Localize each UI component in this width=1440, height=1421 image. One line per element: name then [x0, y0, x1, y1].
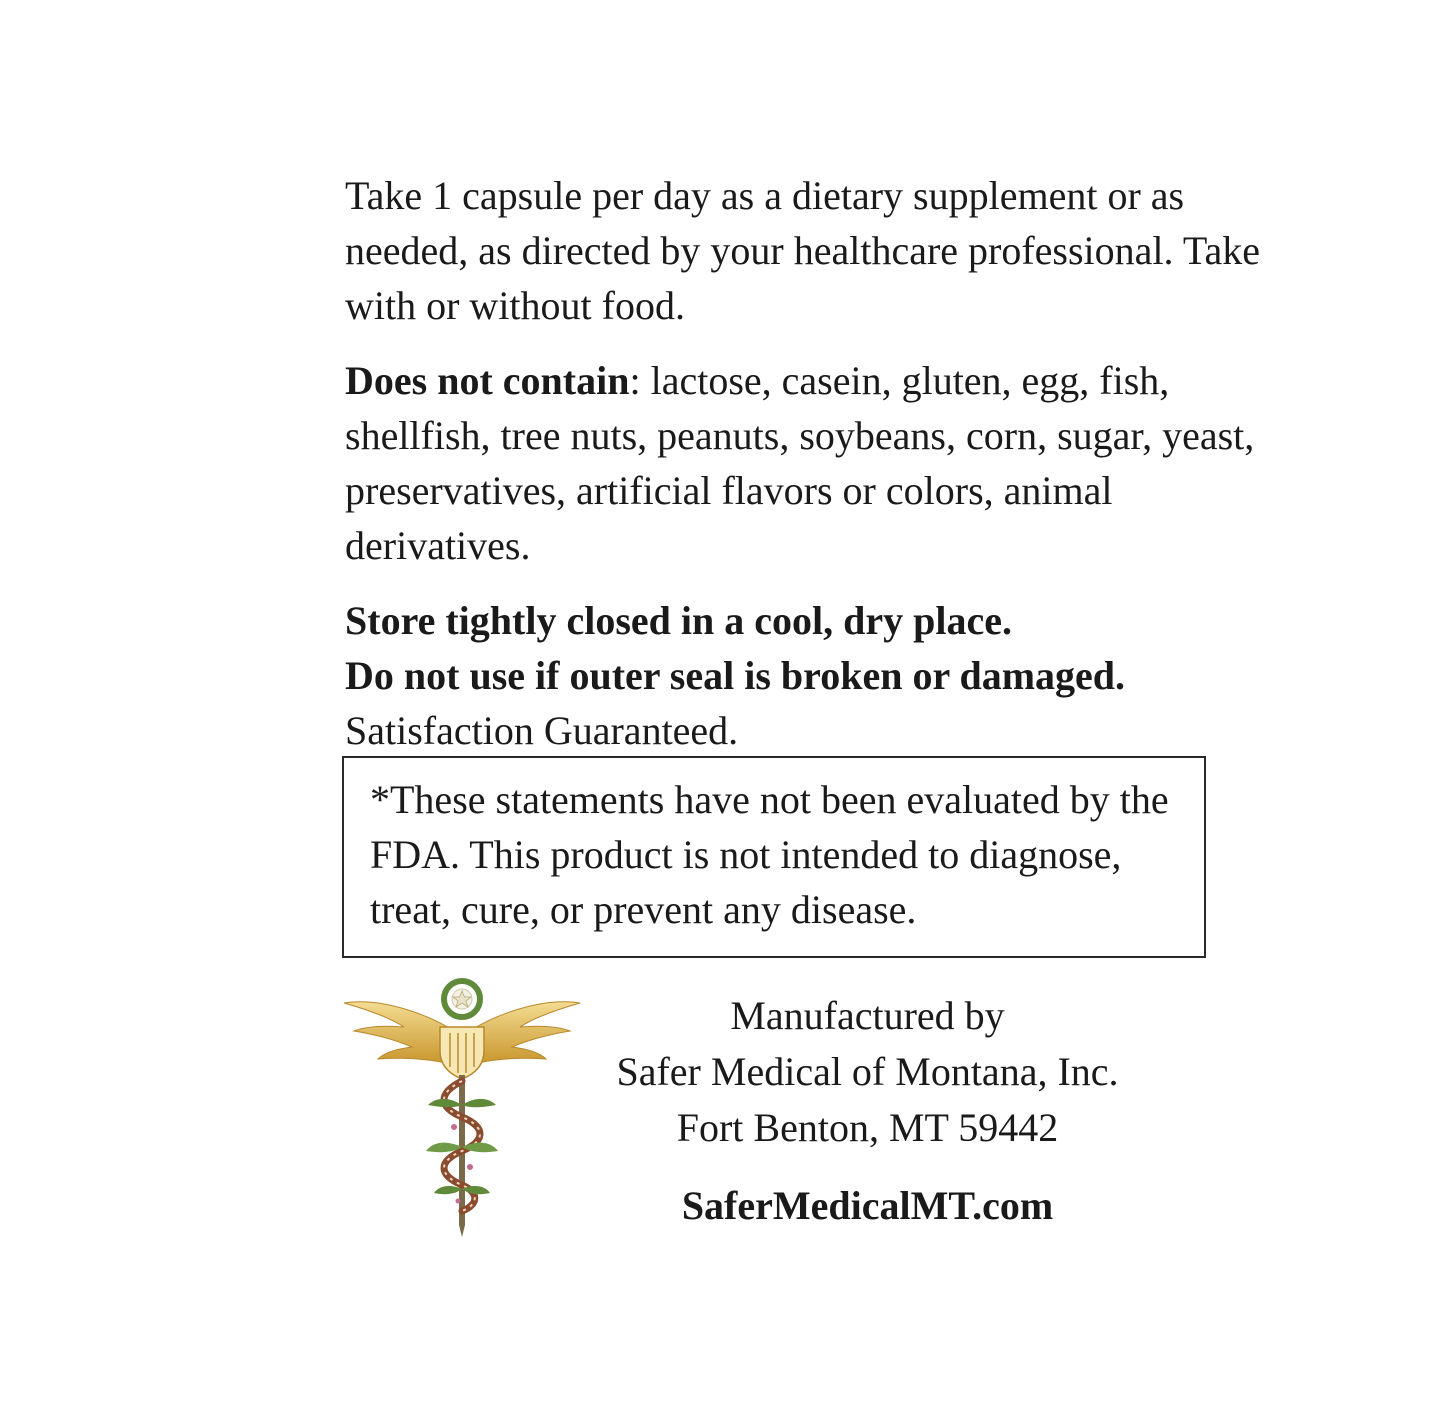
allergen-heading: Does not contain	[345, 358, 630, 403]
manufacturer-address: Fort Benton, MT 59442	[676, 1105, 1059, 1150]
allergen-separator: :	[629, 358, 641, 403]
storage-block	[345, 593, 1265, 758]
seal-warning: Do not use if outer seal is broken or damaged.	[345, 653, 1126, 698]
manufacturer-block	[560, 988, 1175, 1234]
manufacturer-intro: Manufactured by	[730, 993, 1005, 1038]
fda-disclaimer-text: *These statements have not been evaluated by the FDA. This product is not intended to diagnose, treat, cure, or prevent any disease.	[370, 777, 1169, 932]
satisfaction-guarantee: Satisfaction Guaranteed.	[345, 708, 739, 753]
supplement-label-text	[345, 168, 1265, 758]
fda-disclaimer-box	[342, 756, 1206, 958]
manufacturer-company: Safer Medical of Montana, Inc.	[616, 1049, 1119, 1094]
manufacturer-website: SaferMedicalMT.com	[681, 1183, 1054, 1228]
allergen-statement	[345, 353, 1265, 573]
storage-instruction: Store tightly closed in a cool, dry place.	[345, 598, 1012, 643]
allergen-list: lactose, casein, gluten, egg, fish, shellfish, tree nuts, peanuts, soybeans, corn, sugar, yeast, preservatives, artificial flavors or colors, animal derivatives.	[345, 358, 1255, 568]
directions-text: Take 1 capsule per day as a dietary supplement or as needed, as directed by your healthcare professional. Take with or without food.	[345, 173, 1260, 328]
caduceus-wings-icon	[342, 975, 582, 1240]
